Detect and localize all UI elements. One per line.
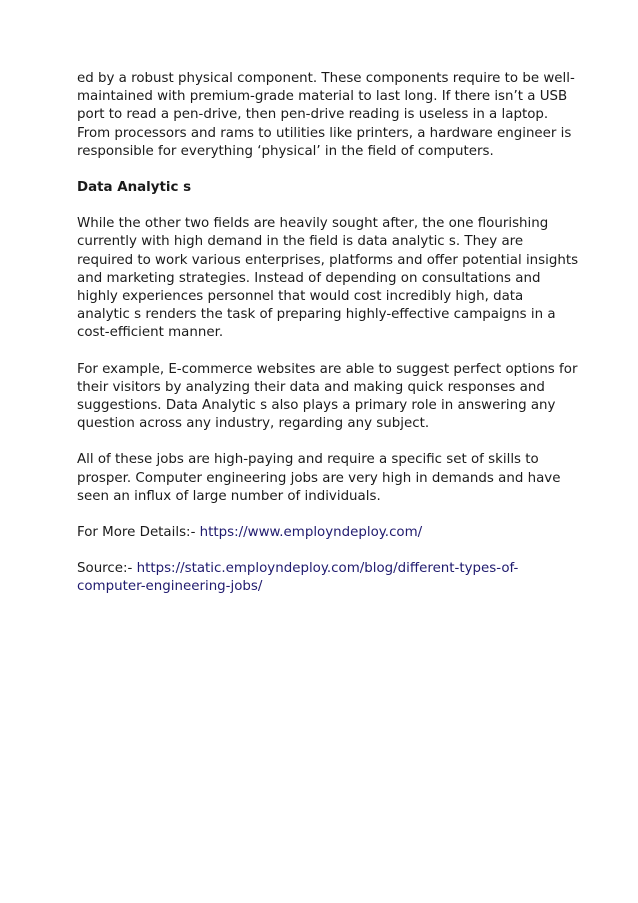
source-link[interactable] xyxy=(77,561,518,594)
text-line: seen an influx of large number of individuals. xyxy=(77,488,381,504)
text-line: suggestions. Data Analytic s also plays a primary role in answering any xyxy=(77,398,556,414)
source-link-line-1: https://static.employndeploy.com/blog/different-types-of- xyxy=(136,561,519,577)
text-line: port to read a pen-drive, then pen-drive reading is useless in a laptop. xyxy=(77,107,549,123)
document-page xyxy=(77,70,579,615)
text-line: ed by a robust physical component. These components require to be well- xyxy=(77,71,575,86)
text-line: highly experiences personnel that would cost incredibly high, data xyxy=(77,289,524,305)
more-details-label: For More Details:- xyxy=(77,525,200,541)
intro-paragraph xyxy=(77,70,575,161)
text-line: currently with high demand in the field is data analytic s. They are xyxy=(77,234,524,250)
text-line: All of these jobs are high-paying and require a specific set of skills to xyxy=(77,452,539,468)
source-label: Source:- xyxy=(77,561,137,577)
source-link-line-2: computer-engineering-jobs/ xyxy=(77,579,263,595)
text-line: required to work various enterprises, platforms and offer potential insights xyxy=(77,252,579,268)
text-line: maintained with premium-grade material to last long. If there isn’t a USB xyxy=(77,89,568,105)
conclusion-paragraph xyxy=(77,451,567,506)
text-line: While the other two fields are heavily sought after, the one flourishing xyxy=(77,216,549,232)
text-line: responsible for everything ‘physical’ in the field of computers. xyxy=(77,143,494,159)
section-heading-data-analytics: Data Analytic s xyxy=(77,180,192,196)
more-details-link[interactable]: https://www.employndeploy.com/ xyxy=(199,525,423,541)
text-line: question across any industry, regarding any subject. xyxy=(77,416,430,432)
source-line xyxy=(77,560,567,596)
text-line: their visitors by analyzing their data and making quick responses and xyxy=(77,379,545,395)
text-line: cost-efficient manner. xyxy=(77,325,224,341)
text-line: and marketing strategies. Instead of depending on consultations and xyxy=(77,270,541,286)
text-line: For example, E-commerce websites are able to suggest perfect options for xyxy=(77,361,578,377)
text-line: From processors and rams to utilities like printers, a hardware engineer is xyxy=(77,125,572,141)
more-details-line xyxy=(77,524,567,542)
text-line: analytic s renders the task of preparing highly-effective campaigns in a xyxy=(77,307,556,323)
text-line: prosper. Computer engineering jobs are very high in demands and have xyxy=(77,470,561,486)
example-paragraph xyxy=(77,361,578,434)
data-analytics-paragraph xyxy=(77,215,579,342)
